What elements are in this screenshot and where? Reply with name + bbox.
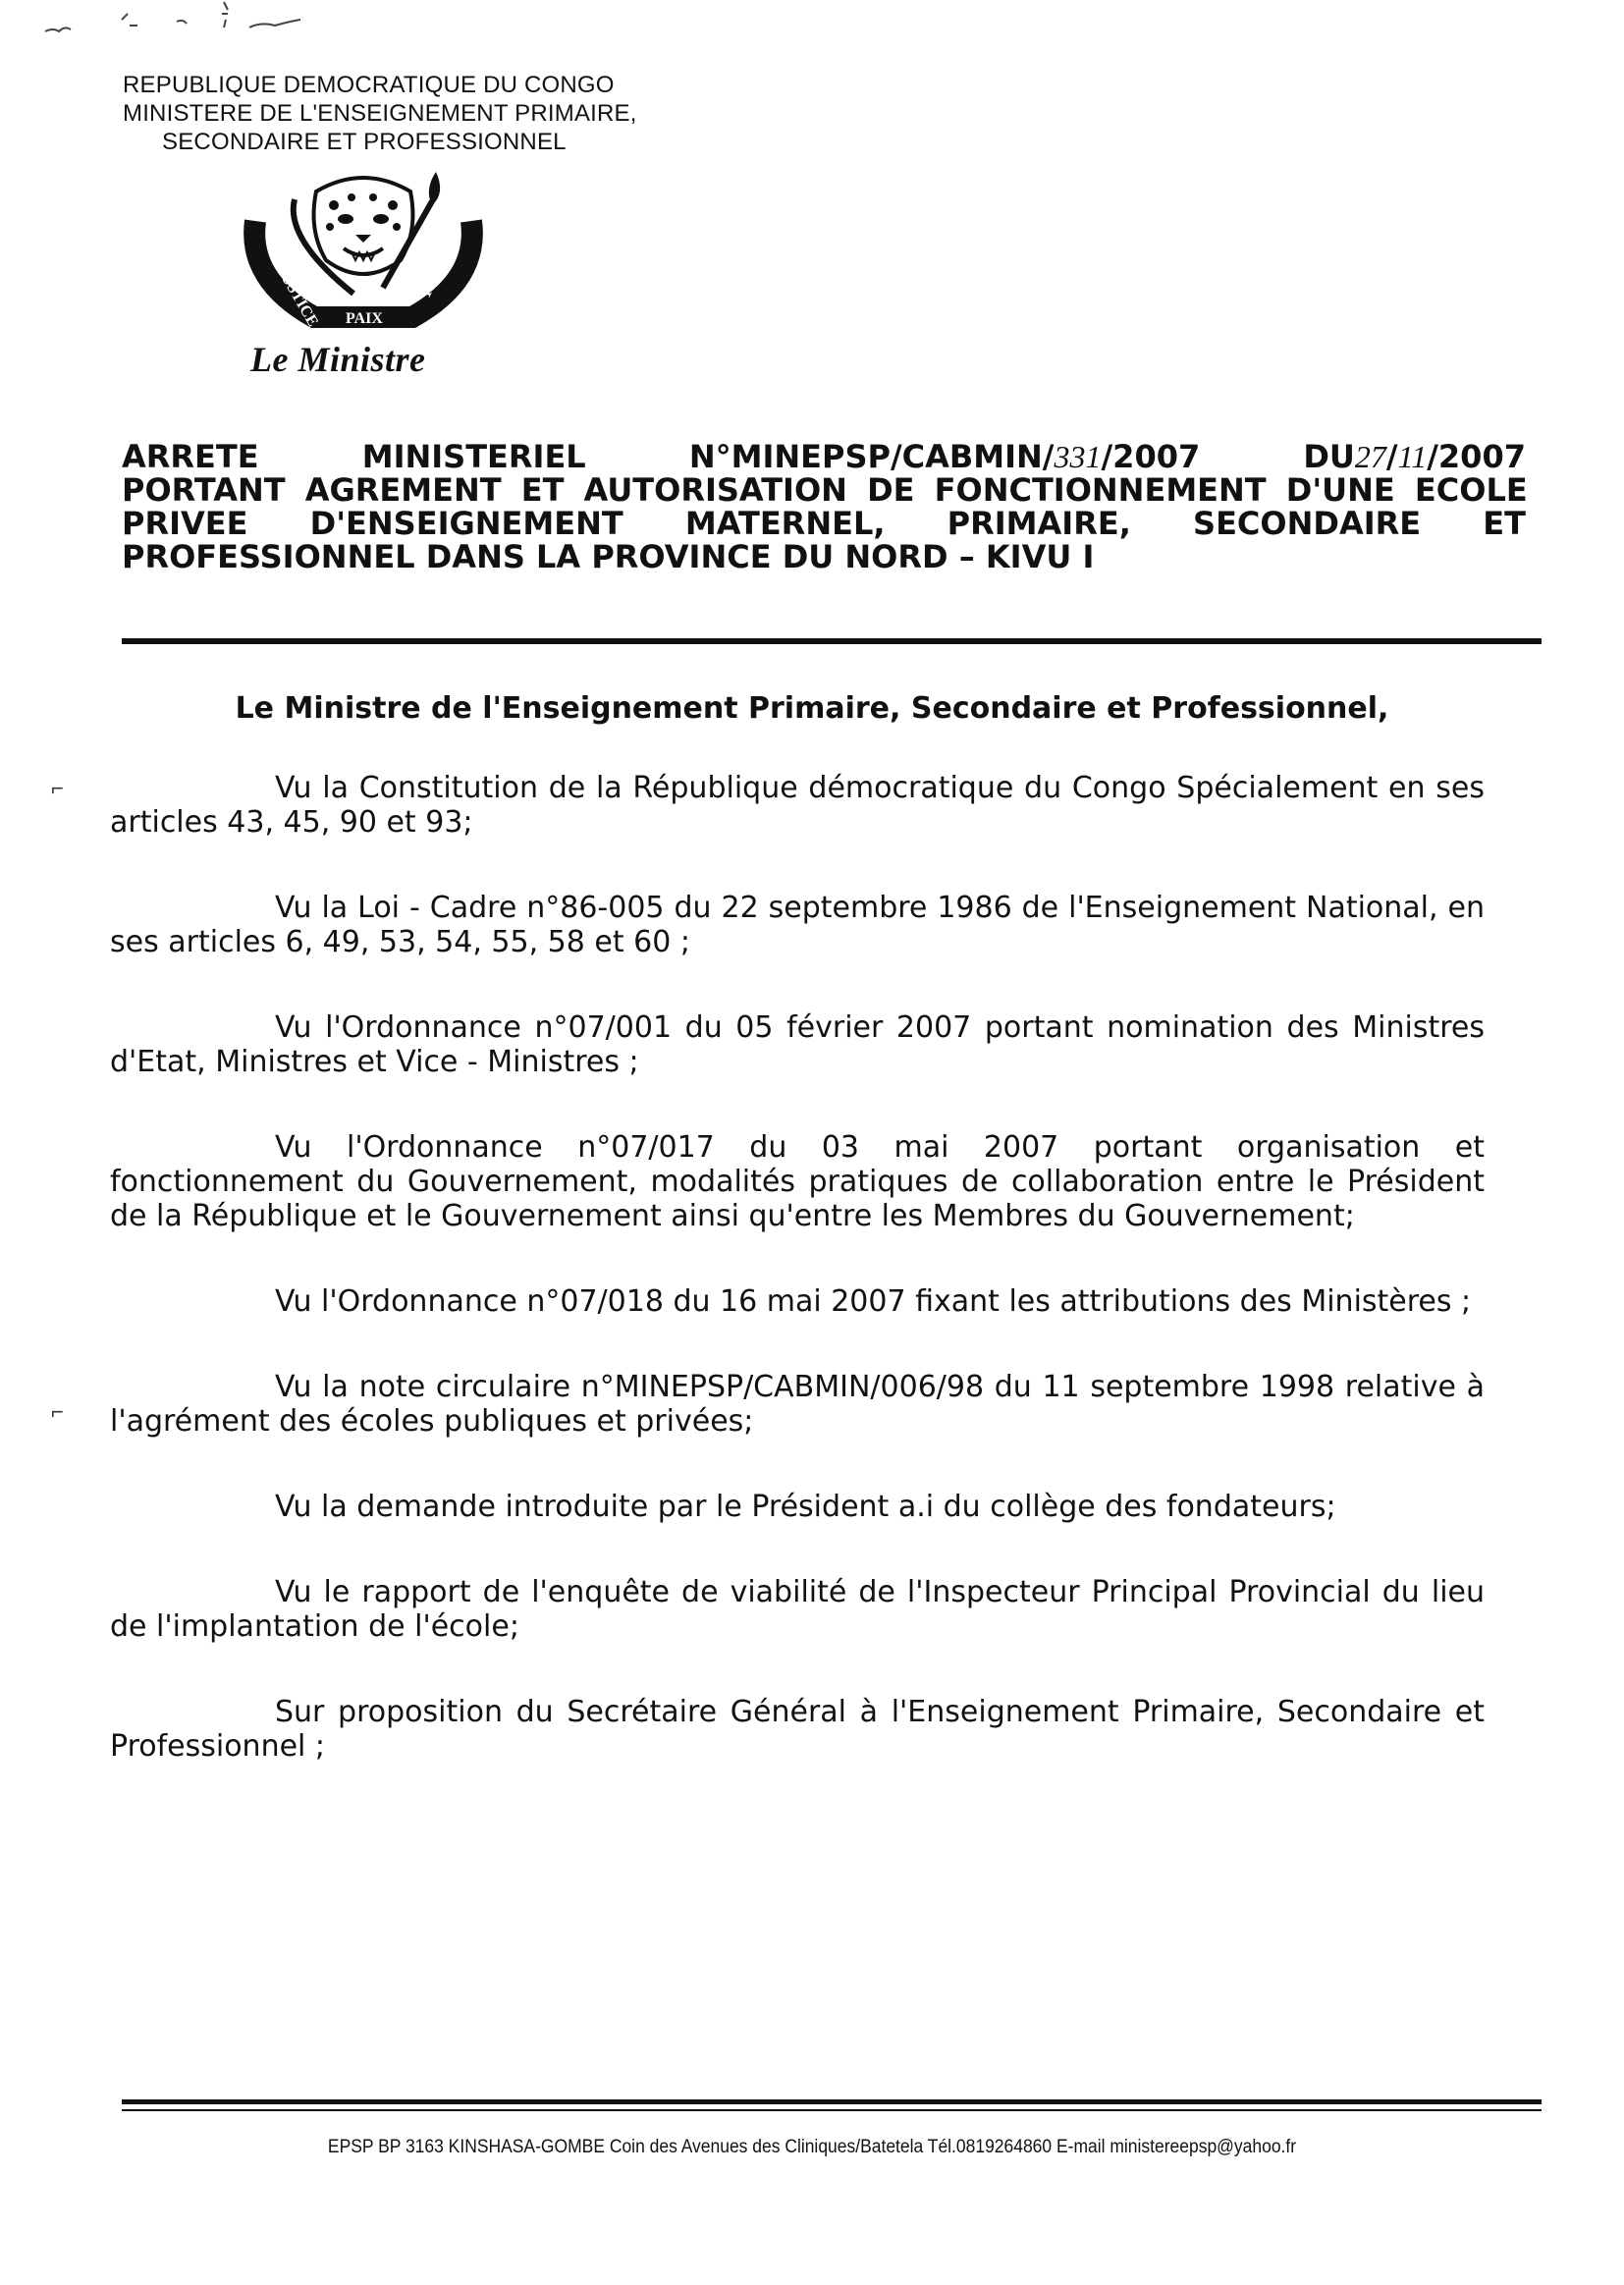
handwritten-month: 11 — [1397, 439, 1428, 474]
margin-mark: ⌐ — [51, 1399, 64, 1424]
preamble-paragraph: Vu la note circulaire n°MINEPSP/CABMIN/006/98 du 11 septembre 1998 relative à l'agrément des écoles publiques et privées; — [110, 1370, 1485, 1439]
letterhead-ministry: MINISTERE DE L'ENSEIGNEMENT PRIMAIRE, — [123, 100, 637, 127]
decree-number: N°MINEPSP/CABMIN/331/2007 — [688, 438, 1201, 475]
handwritten-day: 27 — [1354, 439, 1386, 474]
title-divider — [122, 638, 1542, 644]
minister-heading: Le Ministre de l'Enseignement Primaire, Secondaire et Professionnel, — [235, 691, 1389, 726]
decree-title-line-4: PROFESSIONNEL DANS LA PROVINCE DU NORD – KIVU I — [122, 538, 1095, 575]
preamble-paragraph: Vu l'Ordonnance n°07/017 du 03 mai 2007 portant organisation et fonctionnement du Gouvernement, modalités pratiques de collaboration entre le Président de la République et le Gouvernement ainsi qu'entre les Membres du Gouvernement; — [110, 1130, 1485, 1233]
preamble-paragraph: Vu la demande introduite par le Président a.i du collège des fondateurs; — [275, 1490, 1336, 1524]
motto-travail: TRAVAIL — [416, 233, 464, 301]
decree-date: DU27/11/2007 — [1303, 438, 1526, 475]
signature-title: Le Ministre — [250, 340, 426, 379]
preamble — [110, 771, 1485, 1815]
preamble-paragraph: Vu l'Ordonnance n°07/018 du 16 mai 2007 fixant les attributions des Ministères ; — [275, 1284, 1472, 1319]
decree-word: MINISTERIEL — [361, 438, 586, 475]
decree-title-line-3: PRIVEE D'ENSEIGNEMENT MATERNEL, PRIMAIRE, SECONDAIRE ET — [122, 505, 1526, 542]
motto-paix: PAIX — [346, 310, 383, 327]
handwritten-decree-number: 331 — [1054, 439, 1102, 474]
decree-title-line-2: PORTANT AGREMENT ET AUTORISATION DE FONCTIONNEMENT D'UNE ECOLE — [122, 471, 1528, 509]
decree-title — [122, 440, 1526, 573]
preamble-paragraph: Vu l'Ordonnance n°07/001 du 05 février 2007 portant nomination des Ministres d'Etat, Ministres et Vice - Ministres ; — [110, 1010, 1485, 1079]
footer-divider — [122, 2099, 1542, 2104]
preamble-paragraph: Sur proposition du Secrétaire Général à l'Enseignement Primaire, Secondaire et Professionnel ; — [110, 1695, 1485, 1764]
motto-justice: JUSTICE — [273, 263, 322, 330]
preamble-paragraph: Vu la Constitution de la République démocratique du Congo Spécialement en ses articles 43, 45, 90 et 93; — [110, 771, 1485, 840]
congo-coat-of-arms-icon — [236, 162, 491, 334]
margin-mark: ⌐ — [51, 776, 64, 800]
letterhead — [123, 71, 637, 156]
decree-word: ARRETE — [122, 438, 259, 475]
handwritten-scribble — [39, 0, 353, 49]
preamble-paragraph: Vu la Loi - Cadre n°86-005 du 22 septembre 1986 de l'Enseignement National, en ses articles 6, 49, 53, 54, 55, 58 et 60 ; — [110, 891, 1485, 959]
letterhead-ministry-cont: SECONDAIRE ET PROFESSIONNEL — [162, 129, 567, 155]
footer-address: EPSP BP 3163 KINSHASA-GOMBE Coin des Avenues des Cliniques/Batetela Tél.0819264860 E-mail ministereepsp@yahoo.fr — [327, 2137, 1297, 2157]
letterhead-republic: REPUBLIQUE DEMOCRATIQUE DU CONGO — [123, 72, 615, 98]
decree-title-line-1 — [122, 440, 1526, 473]
preamble-paragraph: Vu le rapport de l'enquête de viabilité de l'Inspecteur Principal Provincial du lieu de l'implantation de l'école; — [110, 1575, 1485, 1644]
spear-icon — [429, 172, 440, 205]
footer-divider-thin — [122, 2109, 1542, 2111]
